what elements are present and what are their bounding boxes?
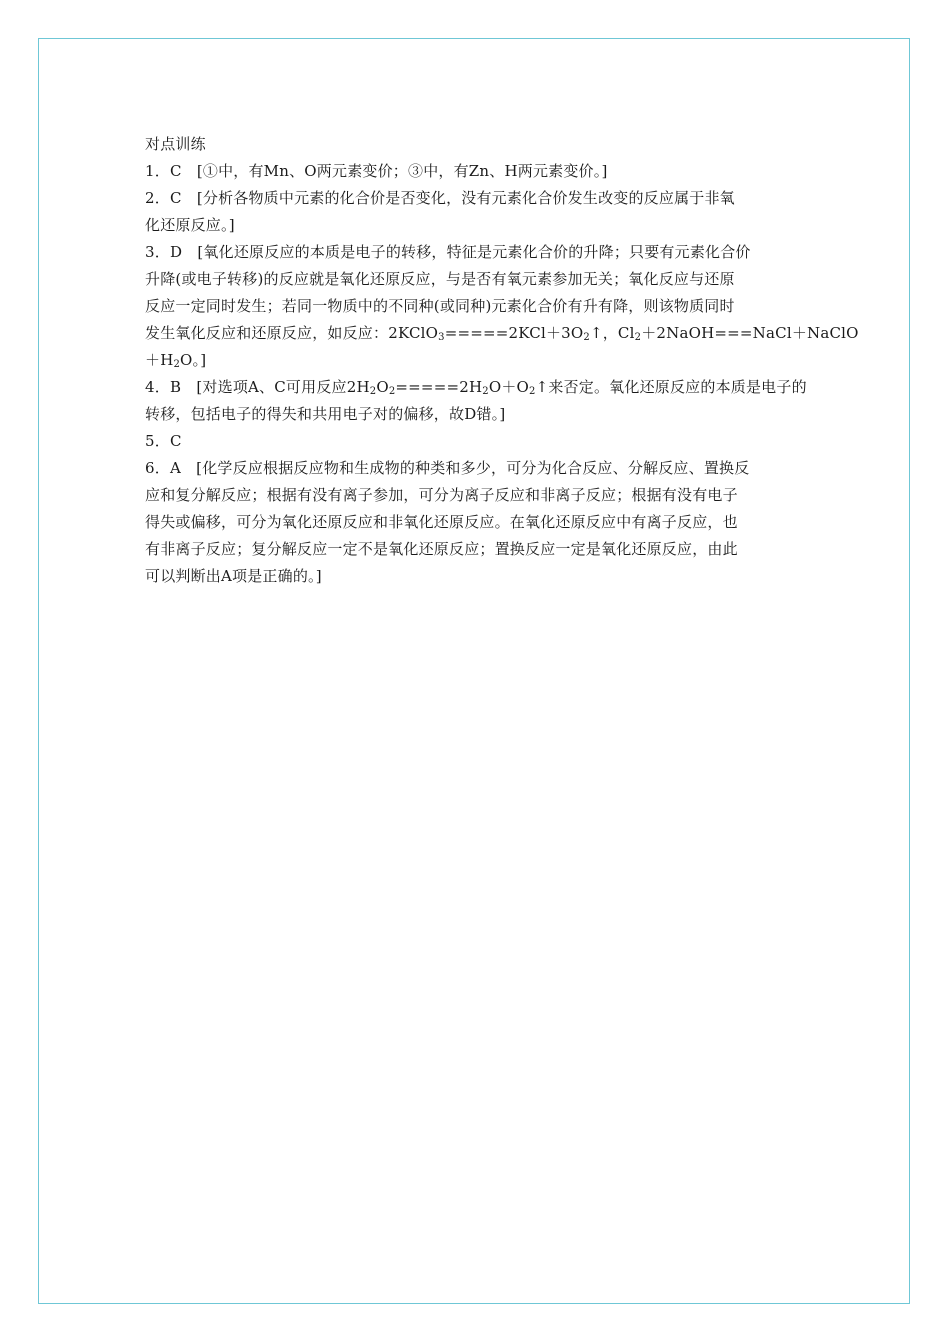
answer-line: [145, 347, 810, 374]
answer-text: 得失或偏移，可分为氧化还原反应和非氧化还原反应。在氧化还原反应中有离子反应，也: [145, 513, 738, 531]
answer-item: [145, 455, 810, 590]
answer-line: [145, 266, 810, 293]
answer-item: [145, 185, 810, 239]
answer-line: [145, 239, 810, 266]
answer-text: 转移，包括电子的得失和共用电子对的偏移，故D错。]: [145, 405, 506, 423]
subscript: 2: [634, 332, 642, 343]
answer-text: ＋H: [145, 351, 174, 369]
answer-text: ↑，Cl: [589, 324, 635, 342]
answer-text: 有非离子反应；复分解反应一定不是氧化还原反应；置换反应一定是氧化还原反应，由此: [145, 540, 738, 558]
answer-line: [145, 374, 810, 401]
answer-item: [145, 374, 810, 428]
answer-text: =====2H: [395, 378, 483, 396]
answer-item: [145, 239, 859, 374]
answer-text: O。]: [180, 351, 207, 369]
answer-line: [145, 536, 810, 563]
subscript: 2: [369, 386, 377, 397]
answer-text: 应和复分解反应；根据有没有离子参加，可分为离子反应和非离子反应；根据有没有电子: [145, 486, 738, 504]
answer-line: [145, 563, 810, 590]
subscript: 3: [438, 332, 445, 343]
answer-text: ↑来否定。氧化还原反应的本质是电子的: [535, 378, 807, 396]
answer-text: 6．A [化学反应根据反应物和生成物的种类和多少，可分为化合反应、分解反应、置换反: [145, 459, 750, 477]
answer-text: 反应一定同时发生；若同一物质中的不同种(或同种)元素化合价有升有降，则该物质同时: [145, 297, 735, 315]
subscript: 2: [388, 386, 396, 397]
answer-line: [145, 401, 810, 428]
answer-line: [145, 509, 810, 536]
answer-text: 化还原反应。]: [145, 216, 235, 234]
answer-text: =====2KCl＋3O: [444, 324, 584, 342]
answer-item: [145, 158, 810, 185]
answer-line: [145, 320, 859, 347]
answer-text: 3．D [氧化还原反应的本质是电子的转移，特征是元素化合价的升降；只要有元素化合价: [145, 243, 751, 261]
section-title: 对点训练: [145, 135, 206, 153]
answer-text: 1．C [①中，有Mn、O两元素变价；③中，有Zn、H两元素变价。]: [145, 162, 608, 180]
answer-text: ＋2NaOH===NaCl＋NaClO: [641, 324, 859, 342]
answer-content: [145, 131, 859, 590]
subscript: 2: [529, 386, 536, 397]
answer-line: [145, 158, 810, 185]
answer-list: [145, 158, 859, 590]
answer-line: [145, 428, 810, 455]
answer-line: [145, 212, 810, 239]
answer-line: [145, 482, 810, 509]
answer-text: 2．C [分析各物质中元素的化合价是否变化，没有元素化合价发生改变的反应属于非氧: [145, 189, 735, 207]
subscript: 2: [173, 359, 181, 370]
subscript: 2: [482, 386, 489, 397]
answer-text: 升降(或电子转移)的反应就是氧化还原反应，与是否有氧元素参加无关；氧化反应与还原: [145, 270, 735, 288]
answer-text: O＋O: [488, 378, 530, 396]
answer-line: [145, 185, 810, 212]
answer-text: O: [376, 378, 389, 396]
answer-line: [145, 455, 810, 482]
subscript: 2: [583, 332, 590, 343]
answer-text: 发生氧化反应和还原反应，如反应：2KClO: [145, 324, 439, 342]
answer-text: 4．B [对选项A、C可用反应2H: [145, 378, 370, 396]
answer-line: [145, 293, 810, 320]
answer-item: [145, 428, 810, 455]
answer-text: 5．C: [145, 432, 182, 450]
answer-text: 可以判断出A项是正确的。]: [145, 567, 322, 585]
